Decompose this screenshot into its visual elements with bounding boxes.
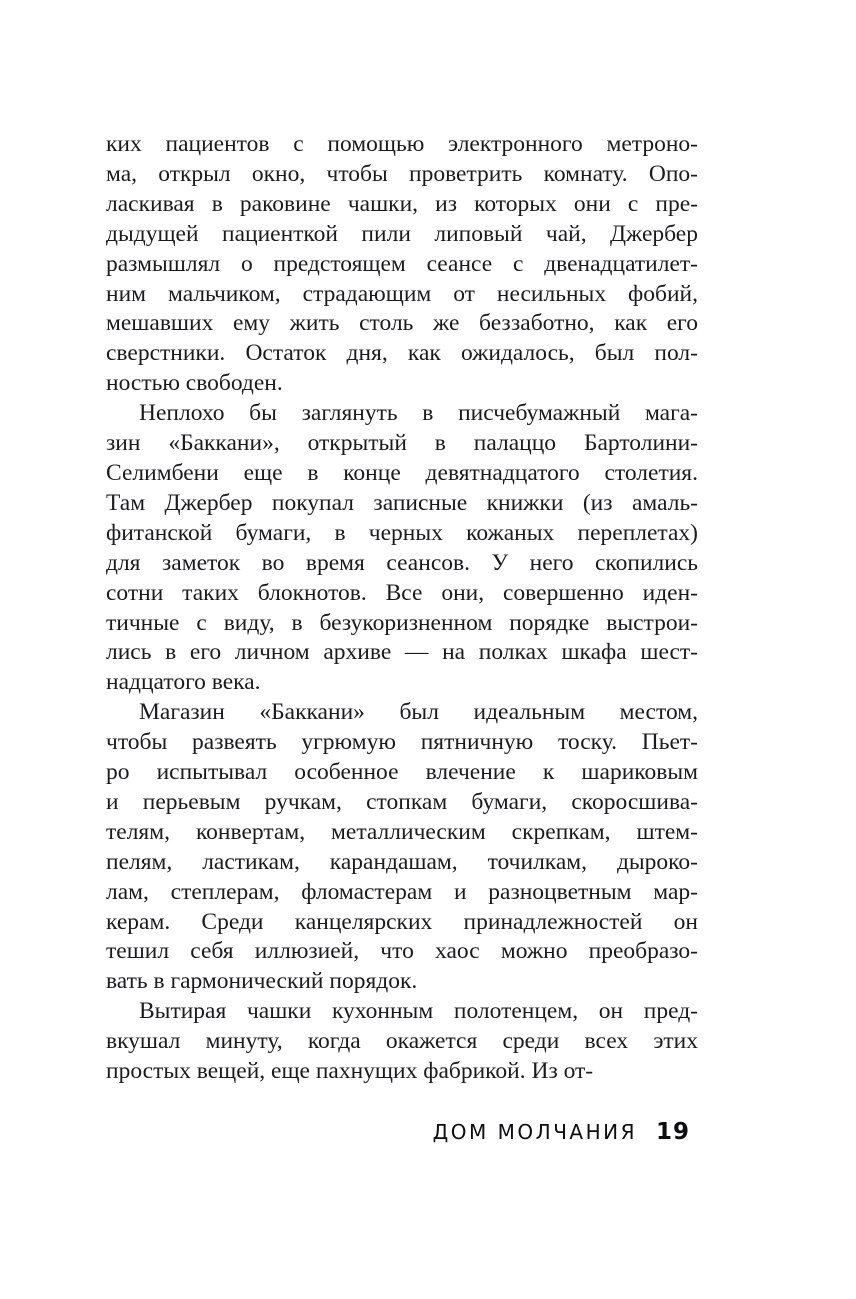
text-line: ма, открыл окно, чтобы проветрить комнату. Опо- [106,160,698,187]
text-line: ких пациентов с помощью электронного метроно- [106,131,698,157]
text-line: Селимбени еще в конце девятнадцатого столетия. [106,459,698,486]
text-line: Там Джербер покупал записные книжки (из амаль- [106,489,698,516]
text-line: размышлял о предстоящем сеансе с двенадцатилет- [106,250,698,277]
text-line: Магазин «Баккани» был идеальным местом, [139,699,698,726]
page-footer [433,1119,690,1145]
text-line: надцатого века. [106,669,261,696]
text-line: ро испытывал особенное влечение к шариковым [106,759,698,786]
text-line: ним мальчиком, страдающим от несильных фобий, [106,280,698,307]
text-line: чтобы развеять угрюмую пятничную тоску. Пьет- [106,729,698,756]
text-line: дыдущей пациенткой пили липовый чай, Джербер [106,220,698,247]
text-line: ласкивая в раковине чашки, из которых они с пре- [106,190,698,217]
text-line: Вытирая чашки кухонным полотенцем, он пред- [139,998,698,1025]
running-title: ДОМ МОЛЧАНИЯ [432,1120,637,1144]
text-line: вать в гармонический порядок. [106,968,418,995]
text-line: лам, степлерам, фломастерам и разноцветным мар- [106,878,698,905]
body-text [106,130,698,1087]
text-line: для заметок во время сеансов. У него скопились [106,549,698,576]
text-line: сотни таких блокнотов. Все они, совершенно иден- [106,579,698,606]
text-line: лись в его личном архиве — на полках шкафа шест- [106,639,698,666]
text-line: тешил себя иллюзией, что хаос можно преобразо- [106,938,698,965]
text-line: пелям, ластикам, карандашам, точилкам, дыроко- [106,848,698,875]
text-line: Неплохо бы заглянуть в писчебумажный мага- [139,400,698,427]
text-line: мешавших ему жить столь же беззаботно, как его [106,310,698,337]
text-line: зин «Баккани», открытый в палаццо Бартолини- [106,430,698,457]
text-line: фитанской бумаги, в черных кожаных переплетах) [106,519,698,546]
text-line: вкушал минуту, когда окажется среди всех этих [106,1028,698,1055]
text-line: телям, конвертам, металлическим скрепкам, штем- [106,818,698,845]
page-number: 19 [655,1119,690,1145]
text-line: керам. Среди канцелярских принадлежностей он [106,908,698,935]
text-line: тичные с виду, в безукоризненном порядке выстрои- [106,609,698,636]
text-line: ностью свободен. [106,370,283,397]
text-line: простых вещей, еще пахнущих фабрикой. Из от- [106,1058,594,1085]
text-line: сверстники. Остаток дня, как ожидалось, был пол- [106,340,698,367]
text-line: и перьевым ручкам, стопкам бумаги, скоросшива- [106,788,698,815]
